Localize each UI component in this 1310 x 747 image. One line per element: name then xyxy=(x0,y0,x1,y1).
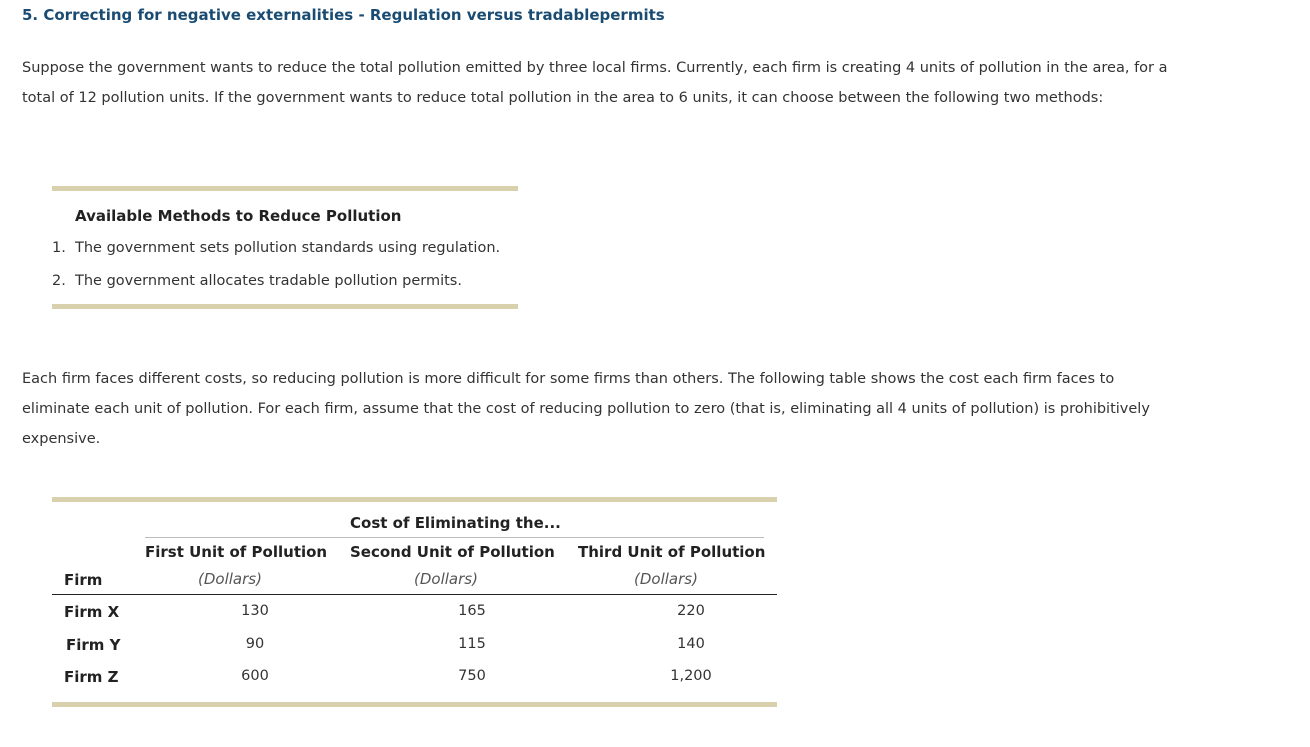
column-header-second-unit: Second Unit of Pollution xyxy=(350,543,555,561)
methods-bottom-rule xyxy=(52,304,518,309)
firm-name: Firm Z xyxy=(64,668,119,686)
methods-box xyxy=(52,186,518,309)
cost-paragraph: Each firm faces different costs, so reducing pollution is more difficult for some firms than others. The following table shows the cost each firm faces to eliminate each unit of pollution. For each firm, assume that the cost of reducing pollution to zero (that is, eliminating all 4 units of pollution) is prohibitively expensive. xyxy=(22,371,1150,447)
table-cell: 600 xyxy=(241,668,269,684)
methods-list-item xyxy=(52,271,500,304)
spanning-header: Cost of Eliminating the... xyxy=(350,514,561,532)
method-number: 1. xyxy=(52,240,66,256)
table-cell: 1,200 xyxy=(670,668,712,684)
method-text: The government allocates tradable pollution permits. xyxy=(75,273,462,289)
firm-name: Firm X xyxy=(64,603,120,621)
column-unit-second: (Dollars) xyxy=(414,570,478,588)
table-bottom-rule xyxy=(52,702,777,707)
table-cell: 140 xyxy=(677,636,705,652)
column-unit-first: (Dollars) xyxy=(198,570,262,588)
column-header-firm: Firm xyxy=(64,571,103,589)
table-cell: 130 xyxy=(241,603,269,619)
method-text: The government sets pollution standards using regulation. xyxy=(75,240,501,256)
table-cell: 165 xyxy=(458,603,486,619)
table-cell: 90 xyxy=(245,636,265,652)
methods-list-item xyxy=(52,238,500,271)
cost-table xyxy=(52,497,777,707)
table-cell: 220 xyxy=(677,603,705,619)
methods-top-rule xyxy=(52,186,518,191)
column-header-third-unit: Third Unit of Pollution xyxy=(578,543,766,561)
table-cell: 750 xyxy=(458,668,486,684)
header-rule xyxy=(52,594,777,595)
table-cell: 115 xyxy=(458,636,486,652)
question-title: 5. Correcting for negative externalities - Regulation versus tradablepermits xyxy=(22,6,665,24)
column-unit-third: (Dollars) xyxy=(634,570,698,588)
firm-name: Firm Y xyxy=(66,636,121,654)
table-top-rule xyxy=(52,497,777,502)
column-header-first-unit: First Unit of Pollution xyxy=(145,543,328,561)
spanning-header-rule xyxy=(145,537,764,538)
methods-list xyxy=(52,238,500,304)
method-number: 2. xyxy=(52,273,66,289)
intro-paragraph: Suppose the government wants to reduce the total pollution emitted by three local firms. Currently, each firm is creating 4 units of pollution in the area, for a total of 12 pollution units. If the government wants to reduce total pollution in the area to 6 units, it can choose between the following two methods: xyxy=(22,60,1168,106)
methods-heading: Available Methods to Reduce Pollution xyxy=(75,207,402,225)
